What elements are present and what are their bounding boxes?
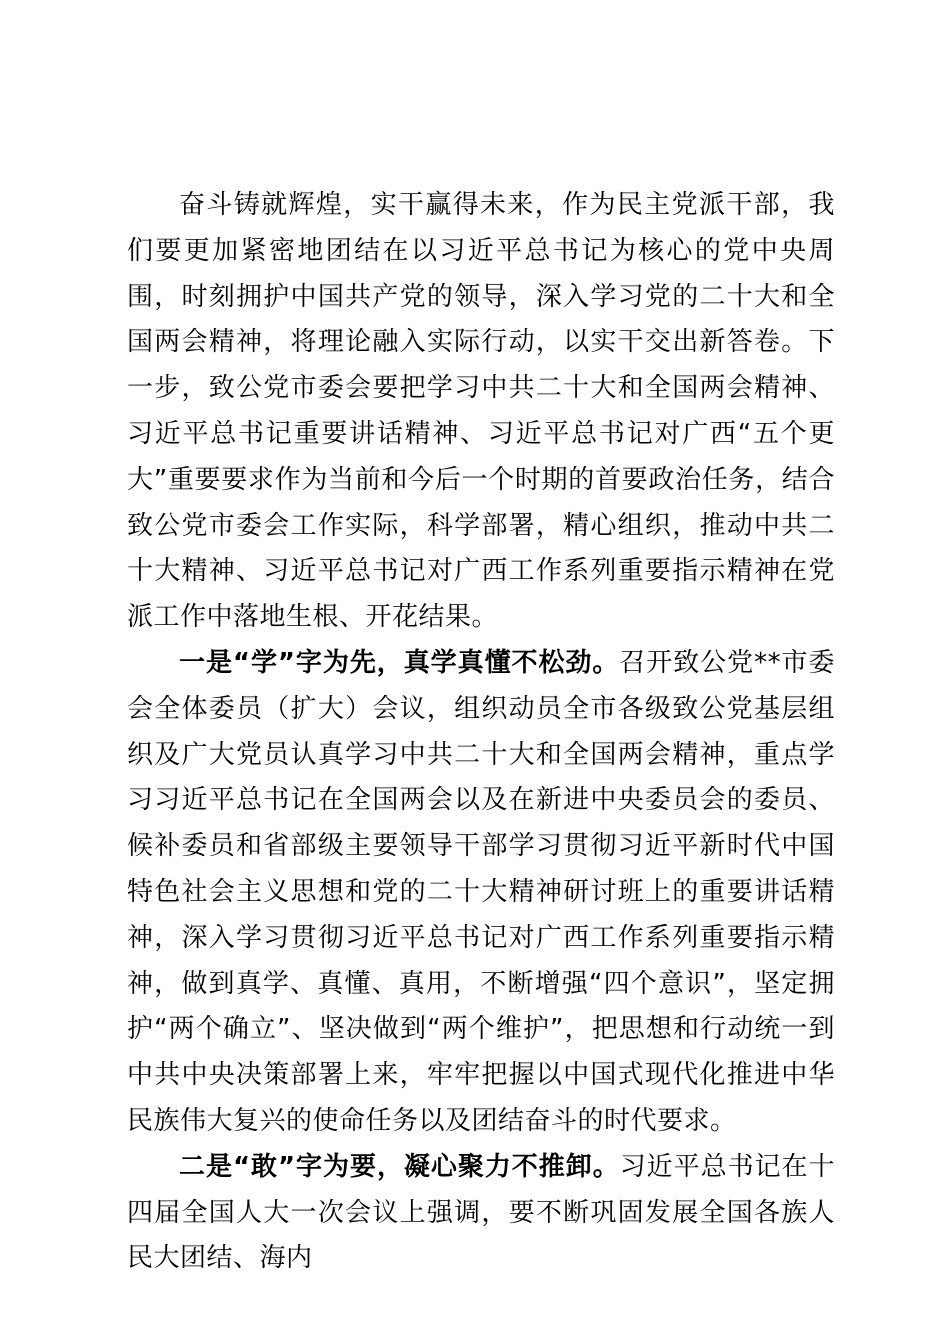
- paragraph-3: [127, 1145, 835, 1282]
- paragraph-1-text: 奋斗铸就辉煌，实干赢得未来，作为民主党派干部，我们要更加紧密地团结在以习近平总书记为核心的党中央周围，时刻拥护中国共产党的领导，深入学习党的二十大和全国两会精神，将理论融入实际行动，以实干交出新答卷。下一步，致公党市委会要把学习中共二十大和全国两会精神、习近平总书记重要讲话精神、习近平总书记对广西“五个更大”重要要求作为当前和今后一个时期的首要政治任务，结合致公党市委会工作实际，科学部署，精心组织，推动中共二十大精神、习近平总书记对广西工作系列重要指示精神在党派工作中落地生根、开花结果。: [127, 190, 835, 633]
- paragraph-1: [127, 183, 835, 641]
- paragraph-2: [127, 641, 835, 1145]
- document-body: [127, 183, 835, 1282]
- paragraph-2-lead: 一是“学”字为先，真学真懂不松劲。: [179, 647, 620, 678]
- paragraph-3-lead: 二是“敢”字为要，凝心聚力不推卸。: [179, 1151, 620, 1182]
- paragraph-2-text: 召开致公党**市委会全体委员（扩大）会议，组织动员全市各级致公党基层组织及广大党员认真学习中共二十大和全国两会精神，重点学习习近平总书记在全国两会以及在新进中央委员会的委员、候补委员和省部级主要领导干部学习贯彻习近平新时代中国特色社会主义思想和党的二十大精神研讨班上的重要讲话精神，深入学习贯彻习近平总书记对广西工作系列重要指示精神，做到真学、真懂、真用，不断增强“四个意识”，坚定拥护“两个确立”、坚决做到“两个维护”，把思想和行动统一到中共中央决策部署上来，牢牢把握以中国式现代化推进中华民族伟大复兴的使命任务以及团结奋斗的时代要求。: [127, 647, 835, 1136]
- paragraph-3-text: 习近平总书记在十四届全国人大一次会议上强调，要不断巩固发展全国各族人民大团结、海内: [127, 1151, 835, 1274]
